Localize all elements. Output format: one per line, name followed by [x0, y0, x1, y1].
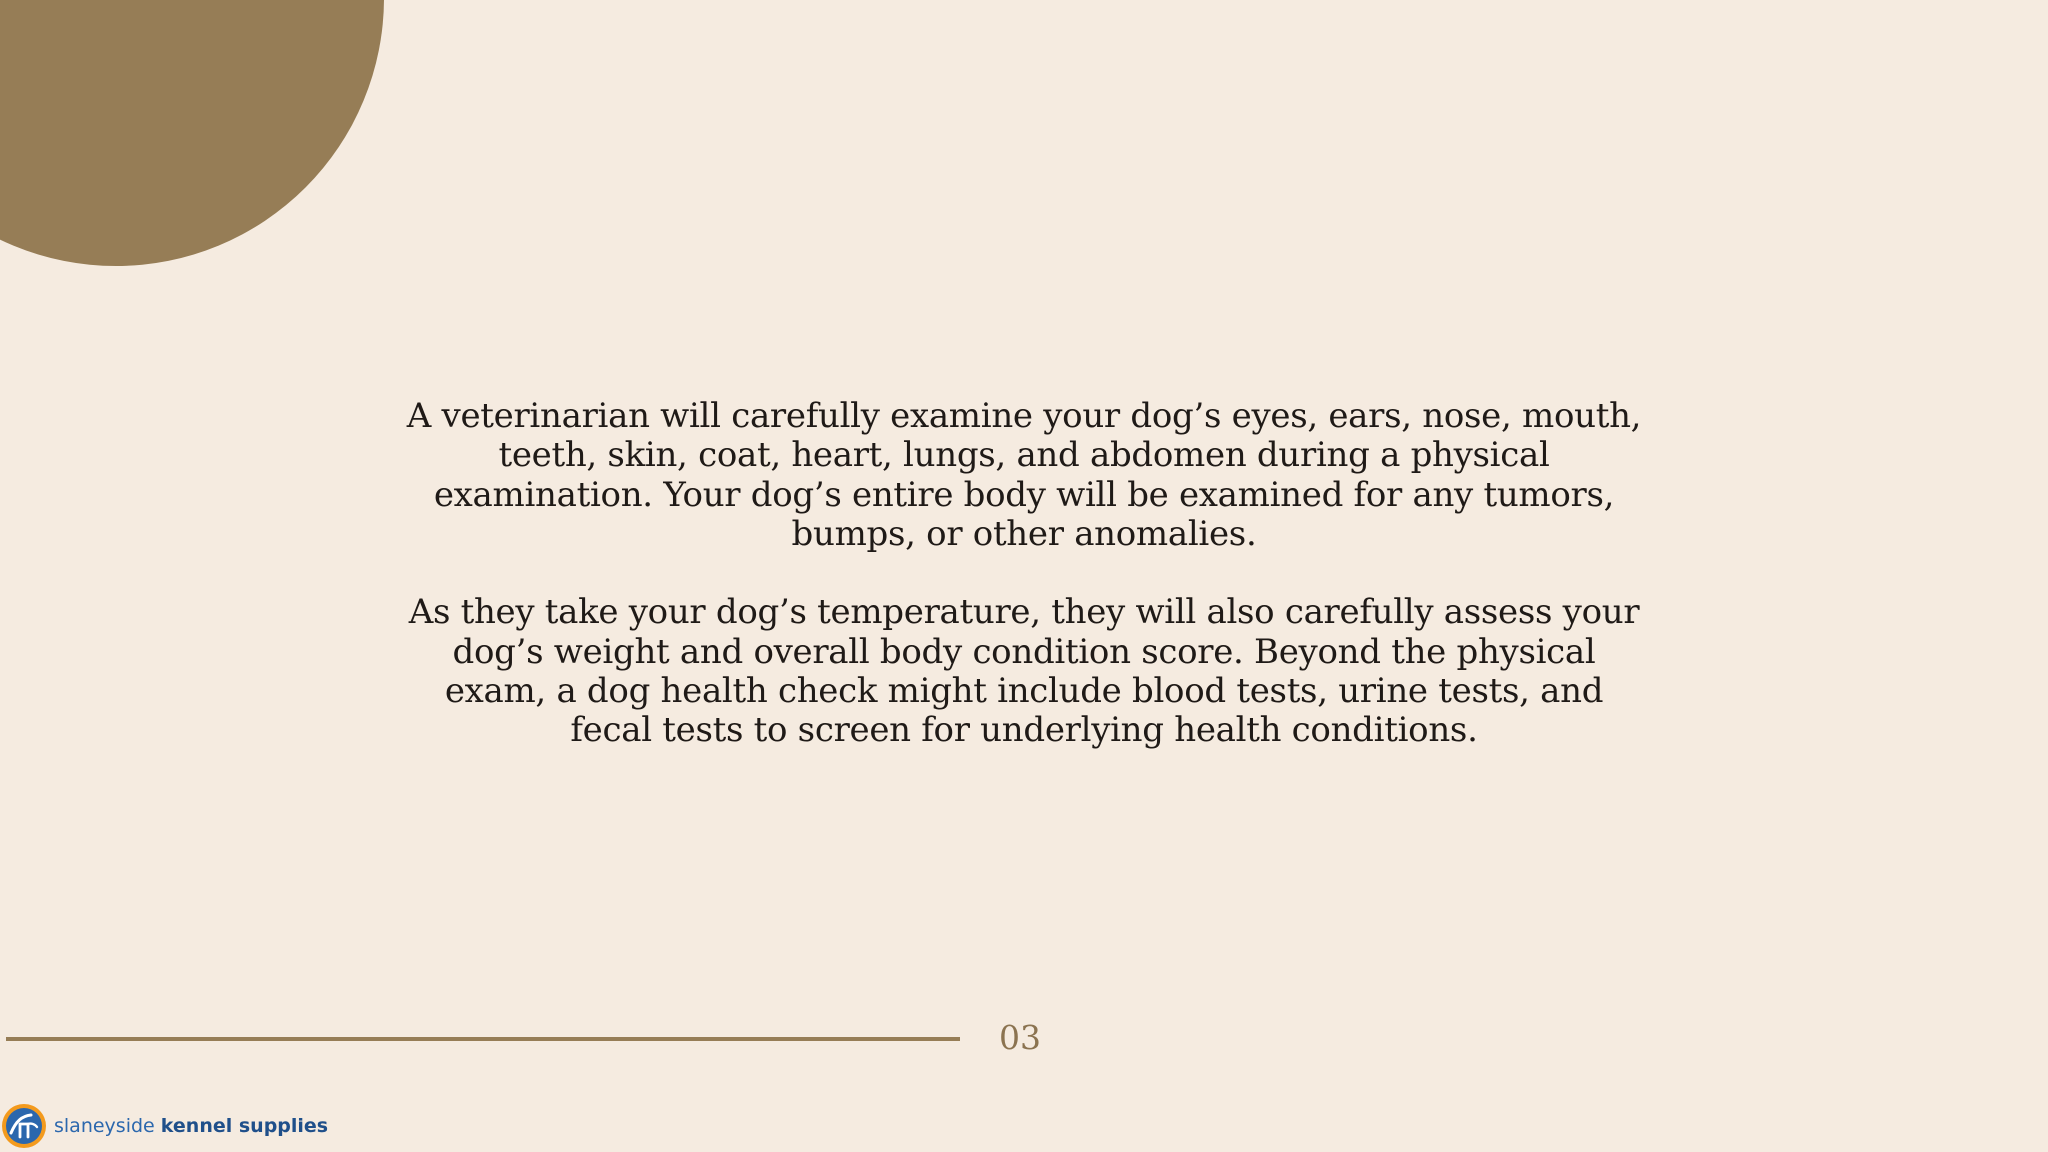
paragraph-health-tests: As they take your dog’s temperature, they will also carefully assess your dog’s weight and overall body condition score. Beyond the physical exam, a dog health check might include blood tests, urine tests, and fecal tests to screen for underlying health conditions. [408, 592, 1640, 751]
page-number: 03 [999, 1018, 1041, 1057]
slide-text [400, 397, 1648, 751]
brand-logo [0, 1100, 328, 1152]
brand-name-bold: kennel supplies [160, 1115, 329, 1137]
brand-name-light: slaneyside [54, 1115, 155, 1137]
paragraph-physical-exam: A veterinarian will carefully examine your dog’s eyes, ears, nose, mouth, teeth, skin, coat, heart, lungs, and abdomen during a physical examination. Your dog’s entire body will be examined for any tumors, bumps, or other anomalies. [406, 396, 1642, 554]
footer-rule [6, 1037, 960, 1041]
decorative-circle [0, 0, 384, 266]
brand-name [54, 1116, 328, 1136]
kennel-logo-icon [0, 1102, 48, 1150]
